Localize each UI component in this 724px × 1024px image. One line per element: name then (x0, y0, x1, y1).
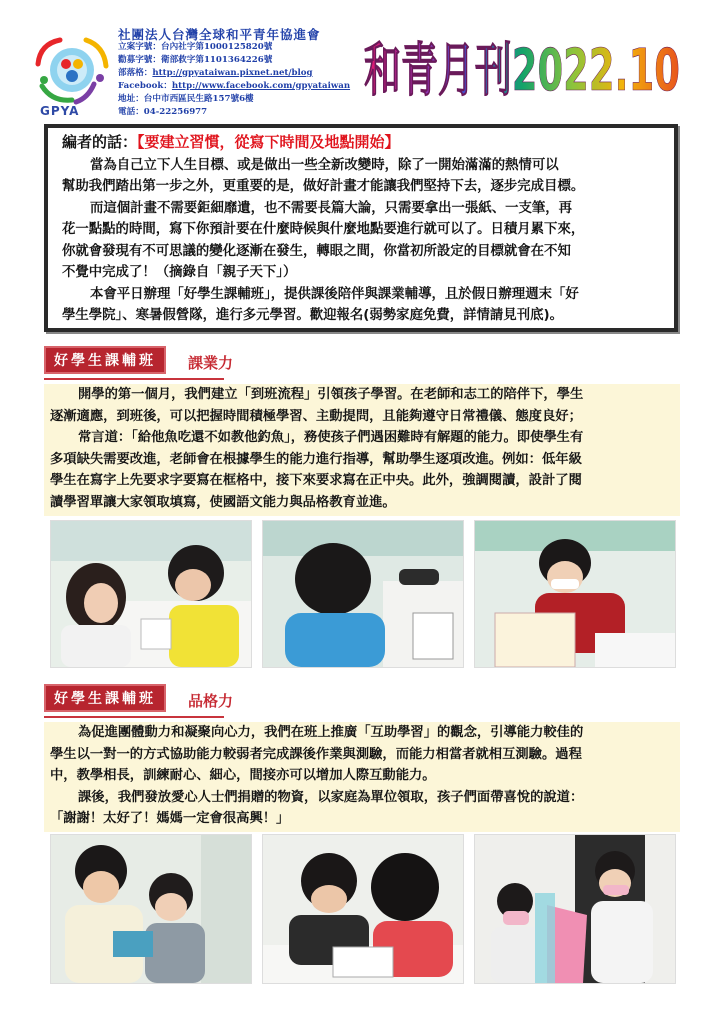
body-line: 多項缺失需要改進，老師會在根據學生的能力進行指導，幫助學生逐項改進。例如：低年級 (50, 451, 582, 467)
facebook-line (118, 80, 350, 93)
editor-line: 花一點點的時間，寫下你預計要在什麼時候與什麼地點要進行就可以了。日積月累下來， (62, 222, 585, 237)
editor-headline-line (62, 132, 664, 155)
address: 地址：台中市西區民生路157號6樓 (118, 94, 254, 104)
photo-girl-reading (50, 520, 252, 668)
body-line: 課後，我們發放愛心人士們捐贈的物資，以家庭為單位領取，孩子們面帶喜悅的說道： (78, 789, 584, 805)
issue-title-text: 和青月刊2022.10 (364, 36, 680, 104)
blog-line (118, 67, 350, 80)
section-text-character (44, 722, 680, 832)
facebook-link[interactable]: http://www.facebook.com/gpyataiwan (171, 81, 351, 91)
editor-line: 不覺中完成了！（摘錄自「親子天下」） (62, 265, 297, 280)
photo-boy-writing (262, 520, 464, 668)
registration-number: 立案字號：台內社字第1000125820號 (118, 42, 273, 52)
blog-label: 部落格： (118, 68, 153, 78)
editor-label: 編者的話： (62, 133, 138, 151)
body-line: 中，教學相長，訓練耐心、細心，間接亦可以增加人際互動能力。 (50, 768, 436, 784)
phone: 電話：04-22256977 (118, 107, 208, 117)
org-name: 社團法人台灣全球和平青年協進會 (118, 27, 321, 42)
issue-title (364, 34, 684, 104)
section-divider (44, 378, 224, 380)
section-text-academic (44, 384, 680, 516)
photo-two-boys-books (50, 834, 252, 984)
editor-line: 你就會發現有不可思議的變化逐漸在發生，轉眼之間，你當初所設定的目標就會在不知 (62, 243, 571, 259)
editor-line: 本會平日辦理「好學生課輔班」，提供課後陪伴與課業輔導，且於假日辦理週末「好 (90, 286, 579, 302)
body-line: 常言道：「給他魚吃還不如教他釣魚」，務使孩子們遇困難時有解題的能力。即使學生有 (78, 430, 584, 446)
editor-line: 學生學院」、寒暑假營隊，進行多元學習。歡迎報名(弱勢家庭免費，詳情請見刊底)。 (62, 308, 563, 323)
body-line: 學生在寫字上先要求字要寫在框格中，接下來要求寫在正中央。此外，強調閱讀，設計了閱 (50, 473, 582, 489)
section-tag-homework: 好學生課輔班 (44, 346, 166, 374)
section-tag-character: 好學生課輔班 (44, 684, 166, 712)
photo-boy-worksheet (474, 520, 676, 668)
editor-line: 幫助我們踏出第一步之外，更重要的是，做好計畫才能讓我們堅持下去，逐步完成目標。 (62, 179, 585, 194)
editor-line: 當為自己立下人生目標、或是做出一些全新改變時，除了一開始滿滿的熱情可以 (90, 157, 559, 173)
section-title-character: 品格力 (188, 692, 234, 710)
fundraising-number: 勸募字號：衛部救字第1101364226號 (118, 55, 273, 65)
section-title-academic: 課業力 (188, 354, 234, 372)
section-divider (44, 716, 224, 718)
org-info (118, 28, 350, 119)
photo-tutoring (262, 834, 464, 984)
body-line: 「謝謝！太好了！媽媽一定會很高興！」 (50, 811, 290, 827)
facebook-label: Facebook： (118, 81, 172, 91)
blog-link[interactable]: http://gpyataiwan.pixnet.net/blog (152, 68, 313, 78)
body-line: 為促進團體動力和凝聚向心力，我們在班上推廣「互助學習」的觀念，引導能力較佳的 (78, 725, 584, 740)
body-line: 開學的第一個月，我們建立「到班流程」引領孩子學習。在老師和志工的陪伴下，學生 (78, 387, 584, 402)
editor-headline: 【要建立習慣，從寫下時間及地點開始】 (137, 133, 400, 151)
body-line: 學生以一對一的方式協助能力較弱者完成課後作業與測驗，而能力相當者就相互測驗。過程 (50, 746, 582, 762)
editor-line: 而這個計畫不需要鉅細靡遺，也不需要長篇大論，只需要拿出一張紙、一支筆，再 (90, 200, 573, 216)
photo-kids-gift-bags (474, 834, 676, 984)
editor-note (44, 124, 678, 332)
body-line: 逐漸適應，到班後，可以把握時間積極學習、主動提問，且能夠遵守日常禮儀、態度良好； (50, 408, 582, 424)
body-line: 讀學習單讓大家領取填寫，使國語文能力與品格教育並進。 (50, 494, 396, 510)
logo-text: GPYA (40, 104, 80, 118)
